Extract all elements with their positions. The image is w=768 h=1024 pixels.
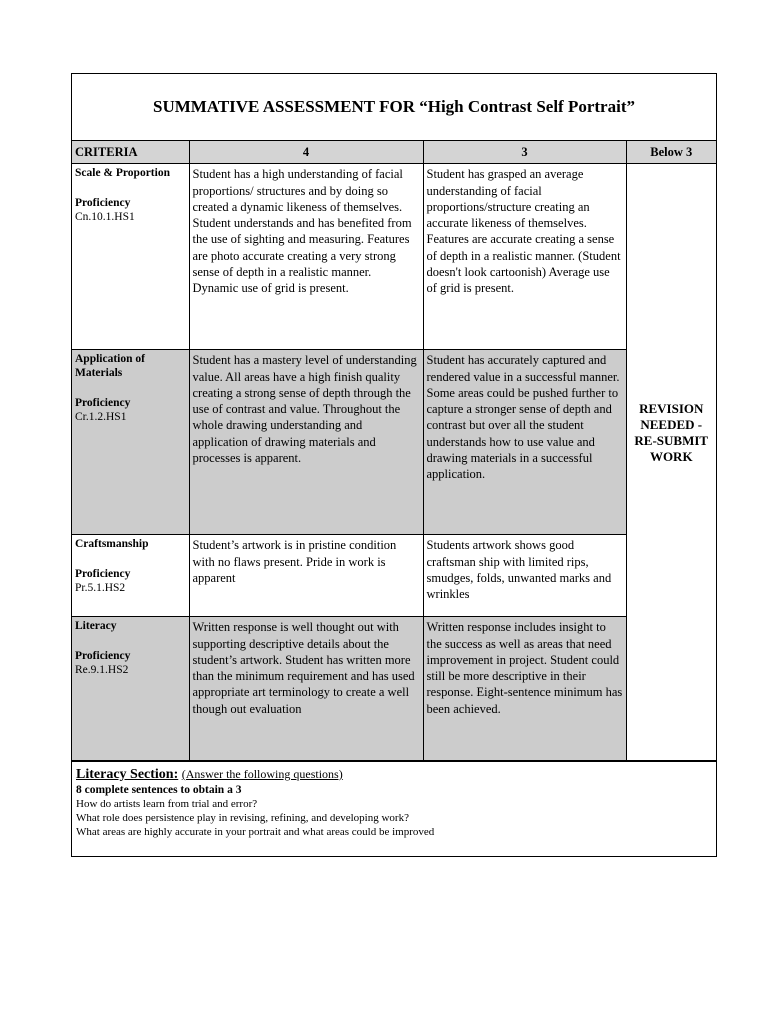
sentence-requirement: 8 complete sentences to obtain a 3 (76, 784, 242, 796)
table-header-row (72, 141, 716, 164)
standard-code: Cn.10.1.HS1 (75, 211, 135, 224)
level-4-cell (189, 350, 423, 535)
revision-needed-text: REVISION NEEDED - RE-SUBMIT WORK (634, 400, 709, 464)
level-3-description: Student has accurately captured and rendered value in a successful manner. Some areas could be pushed further to capture a stronger sense of depth and contrast but over all the student understands how to use value and drawing materials in a successful application. (426, 353, 620, 482)
level-3-cell (423, 164, 626, 350)
literacy-instructions: (Answer the following questions) (181, 767, 343, 781)
criteria-name: Literacy (75, 620, 117, 633)
literacy-heading: Literacy Section: (76, 767, 179, 782)
criteria-name: Scale & Proportion (75, 167, 170, 180)
criteria-cell (72, 350, 189, 535)
criteria-cell (72, 535, 189, 617)
table-row (72, 617, 716, 762)
level-4-cell (189, 164, 423, 350)
literacy-question: What role does persistence play in revising, refining, and developing work? (76, 812, 409, 824)
level-3-description: Student has grasped an average understanding of facial proportions/structure creating an accurate likeness of themselves. Features are accurate creating a sense of depth in a realistic manner. (Student doesn't look cartoonish) Average use of grid is present. (426, 167, 621, 296)
criteria-header: CRITERIA (72, 141, 189, 164)
standard-code: Cr.1.2.HS1 (75, 411, 127, 424)
literacy-section (72, 760, 716, 856)
document-title: SUMMATIVE ASSESSMENT FOR “High Contrast Self Portrait” (72, 74, 716, 141)
proficiency-label: Proficiency (75, 568, 131, 581)
standard-code: Re.9.1.HS2 (75, 664, 129, 677)
table-row (72, 350, 716, 535)
level-3-description: Students artwork shows good craftsman ship with limited rips, smudges, folds, unwanted marks and wrinkles (426, 538, 612, 602)
level-4-description: Written response is well thought out with supporting descriptive details about the student’s artwork. Student has written more than the minimum requirement and has used appropriate art terminology to create a well though out evaluation (192, 620, 415, 716)
criteria-cell (72, 164, 189, 350)
below-3-cell (626, 164, 716, 762)
literacy-question: What areas are highly accurate in your portrait and what areas could be improved (76, 826, 435, 838)
rubric-document (71, 73, 717, 857)
level-3-header: 3 (423, 141, 626, 164)
level-4-cell (189, 535, 423, 617)
level-4-cell (189, 617, 423, 762)
table-row (72, 535, 716, 617)
literacy-question: How do artists learn from trial and error? (76, 798, 258, 810)
level-3-cell (423, 617, 626, 762)
level-4-description: Student’s artwork is in pristine condition with no flaws present. Pride in work is apparent (192, 538, 397, 585)
literacy-heading-line (76, 766, 712, 783)
criteria-name: Application of Materials (75, 353, 145, 380)
proficiency-label: Proficiency (75, 197, 131, 210)
level-3-cell (423, 535, 626, 617)
level-4-description: Student has a high understanding of facial proportions/ structures and by doing so created a dynamic likeness of themselves. Student understands and has benefited from the use of sighting and measuring. Features are photo accurate creating a very strong sense of depth in a realistic manner. Dynamic use of grid is present. (192, 167, 412, 296)
proficiency-label: Proficiency (75, 397, 131, 410)
table-row (72, 164, 716, 350)
level-3-description: Written response includes insight to the success as well as areas that need improvement in project. Student could still be more descriptive in their response. Eight-sentence minimum has been achieved. (426, 620, 623, 716)
level-4-description: Student has a mastery level of understanding value. All areas have a high finish quality creating a strong sense of depth through the use of contrast and value. Throughout the whole drawing understanding and application of drawing materials and processes is apparent. (192, 353, 417, 466)
level-3-cell (423, 350, 626, 535)
proficiency-label: Proficiency (75, 650, 131, 663)
criteria-cell (72, 617, 189, 762)
rubric-table (72, 141, 716, 762)
level-4-header: 4 (189, 141, 423, 164)
criteria-name: Craftsmanship (75, 538, 149, 551)
standard-code: Pr.5.1.HS2 (75, 582, 126, 595)
below-3-header: Below 3 (626, 141, 716, 164)
